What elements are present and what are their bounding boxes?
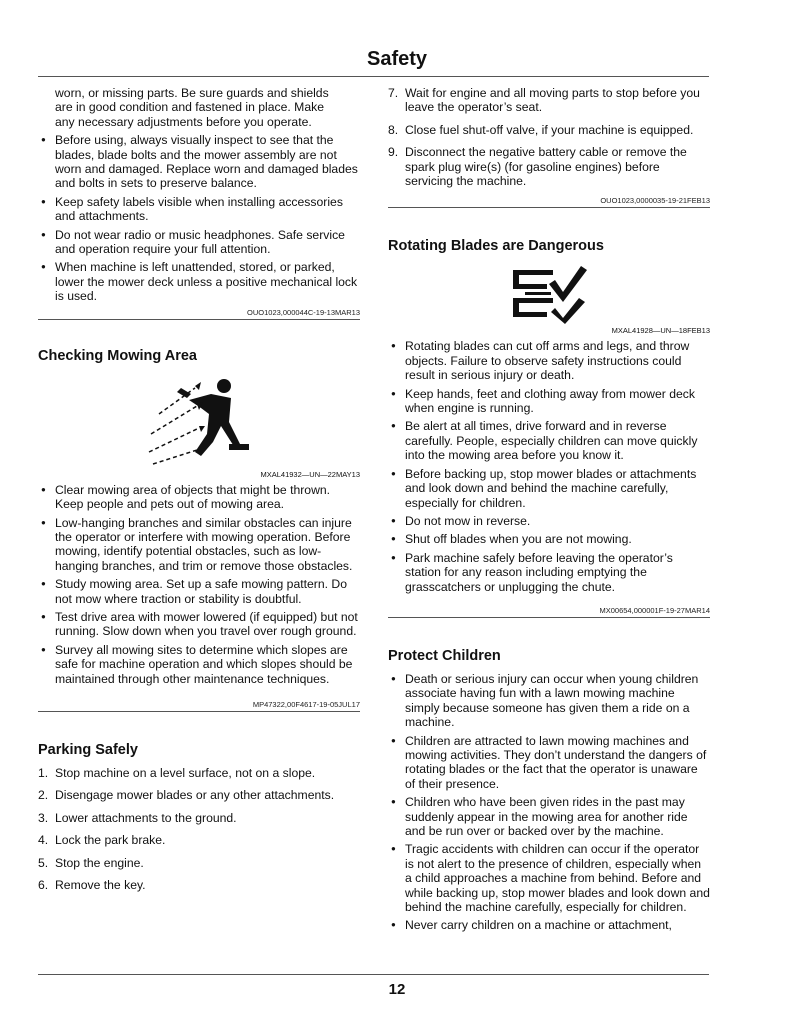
list-item: ● Be alert at all times, drive forward and in reverse carefully. People, especially children can move quickly into the mowing area before you know it.: [388, 419, 710, 462]
list-item: 5. Stop the engine.: [38, 855, 144, 870]
section-title-protect-children: Protect Children: [388, 647, 501, 664]
list-item: 2. Disengage mower blades or any other attachments.: [38, 788, 335, 803]
reference-code: MX00654,000001F-19-27MAR14: [388, 606, 710, 618]
list-item: ● Rotating blades can cut off arms and legs, and throw objects. Failure to observe safety instructions could result in serious injury or death.: [388, 339, 710, 382]
list-item: ● Do not mow in reverse.: [388, 514, 710, 528]
list-item: ● Survey all mowing sites to determine which slopes are safe for machine operation and which slopes should be maintained through other maintenance techniques.: [38, 643, 360, 686]
thrown-objects-warning-icon: [139, 372, 259, 470]
intro-bullet-list: [38, 133, 360, 303]
list-item: ● Before backing up, stop mower blades or attachments and look down and behind the machine carefully, especially for children.: [388, 467, 710, 510]
list-item: ● Shut off blades when you are not mowing.: [388, 532, 710, 546]
list-item: 3. Lower attachments to the ground.: [38, 810, 237, 825]
parking-steps-list: [38, 766, 360, 892]
reference-code: MP47322,00F4617-19-05JUL17: [38, 700, 360, 712]
intro-continuation: [38, 86, 360, 129]
list-item: ● Do not wear radio or music headphones. Safe service and operation require your full attention.: [38, 228, 360, 257]
list-item: 6. Remove the key.: [38, 878, 146, 892]
parking-steps-continued: [388, 86, 710, 188]
footer-divider: [38, 974, 709, 975]
list-item: ● Park machine safely before leaving the operator’s station for any reason including emptying the grasscatchers or unplugging the chute.: [388, 551, 710, 594]
rotating-blades-warning-icon: [509, 262, 589, 326]
list-item: ● Death or serious injury can occur when young children associate having fun with a lawn mowing machine simply because someone has given them a ride on a machine.: [388, 672, 710, 730]
list-item: ● Never carry children on a machine or attachment,: [388, 918, 710, 932]
list-item: ● Keep safety labels visible when installing accessories and attachments.: [38, 195, 360, 224]
list-item: ● Study mowing area. Set up a safe mowing pattern. Do not mow where traction or stability is doubtful.: [38, 577, 360, 606]
header-divider: [38, 76, 709, 77]
page-number: 12: [388, 981, 406, 998]
list-item: ● Clear mowing area of objects that might be thrown. Keep people and pets out of mowing area.: [38, 483, 360, 512]
list-item: 4. Lock the park brake.: [38, 833, 166, 848]
intro-line: any necessary adjustments before you operate.: [55, 114, 312, 129]
list-item: 8. Close fuel shut-off valve, if your machine is equipped.: [388, 122, 694, 137]
children-bullet-list: [388, 672, 710, 933]
figure-reference: MXAL41928—UN—18FEB13: [611, 326, 710, 336]
list-item: ● Children are attracted to lawn mowing machines and mowing activities. They don’t understand the dangers of rotating blades or the fact that the operator is unaware of their presence.: [388, 734, 710, 792]
mowing-bullet-list: [38, 483, 360, 686]
list-item: ● Test drive area with mower lowered (if equipped) but not running. Slow down when you travel over rough ground.: [38, 610, 360, 639]
list-item: ● Low-hanging branches and similar obstacles can injure the operator or interfere with mowing operation. Before mowing, identify potential obstacles, such as low-hanging branches, and trim or remove those obstacles.: [38, 516, 360, 574]
section-title-checking-mowing-area: Checking Mowing Area: [38, 347, 197, 364]
blades-bullet-list: [388, 339, 710, 594]
list-item: ● Keep hands, feet and clothing away from mower deck when engine is running.: [388, 387, 710, 416]
list-item: ● When machine is left unattended, stored, or parked, lower the mower deck unless a positive mechanical lock is used.: [38, 260, 360, 303]
section-title-rotating-blades: Rotating Blades are Dangerous: [388, 238, 604, 255]
intro-line: are in good condition and fastened in place. Make: [55, 100, 324, 115]
reference-code: OUO1023,0000035-19-21FEB13: [388, 196, 710, 208]
left-column: [38, 86, 360, 900]
list-item: 9. Disconnect the negative battery cable or remove the spark plug wire(s) (for gasoline engines) before servicing the machine.: [388, 145, 687, 189]
list-item: ● Before using, always visually inspect to see that the blades, blade bolts and the mower assembly are not worn and damaged. Replace worn and damaged blades and bolts in sets to preserve balance.: [38, 133, 360, 191]
section-title-parking-safely: Parking Safely: [38, 741, 138, 758]
list-item: ● Children who have been given rides in the past may suddenly appear in the mowing area for another ride and be run over or backed over by the machine.: [388, 795, 710, 838]
intro-line: worn, or missing parts. Be sure guards and shields: [55, 86, 329, 100]
list-item: 7. Wait for engine and all moving parts to stop before you leave the operator’s seat.: [388, 86, 700, 115]
list-item: 1. Stop machine on a level surface, not on a slope.: [38, 765, 316, 780]
figure-reference: MXAL41932—UN—22MAY13: [260, 469, 360, 479]
right-column: [388, 86, 710, 937]
reference-code: OUO1023,000044C-19-13MAR13: [38, 308, 360, 320]
list-item: ● Tragic accidents with children can occur if the operator is not alert to the presence of children, especially when a child approaches a machine from behind. Before and while backing up, stop mower blades and look down and behind the machine carefully, especially for children.: [388, 842, 710, 914]
page-title: Safety: [366, 48, 428, 70]
